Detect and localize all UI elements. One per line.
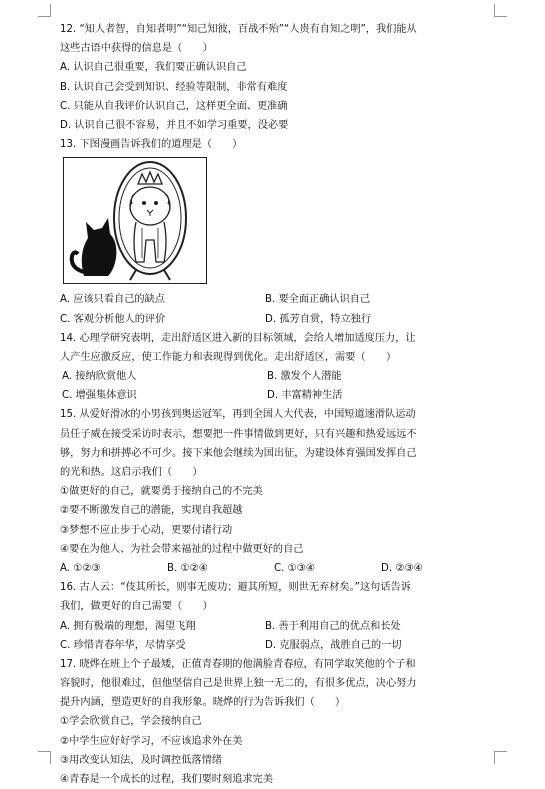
option-row [60,290,490,309]
option-c[interactable]: C. ①③④ [274,562,315,574]
question-stem: 16. 古人云：“伎其所长，则事无废功；避其所短，则世无弃材矣。”这句话告诉 [60,582,411,594]
question-15 [60,405,490,578]
option-c[interactable]: C. 珍惜青春年华，尽情享受 [60,639,186,651]
statement-1: ①做更好的自己，就要勇于接纳自己的不完美 [60,486,263,498]
crop-mark-top-left [38,4,51,17]
statement-4: ④要在为他人、为社会带来福祉的过程中做更好的自己 [60,543,304,555]
option-d[interactable]: D. ②③④ [381,562,423,574]
question-14 [60,329,490,406]
question-13 [60,135,490,329]
option-d[interactable]: D. 认识自己很不容易，并且不如学习重要，没必要 [60,119,289,131]
question-stem: 员任子威在接受采访时表示，想要把一件事情做到更好，只有兴趣和热爱远远不 [60,428,417,440]
statement-3: ③用改变认知法，及时调控低落情绪 [60,754,222,766]
crop-mark-bottom-left [38,751,51,764]
cartoon-cat-mirror-lion-icon [63,157,207,284]
option-a[interactable]: A. 拥有极端的理想，渴望飞翔 [60,620,196,632]
option-c[interactable]: C. 只能从自我评价认识自己，这样更全面、更准确 [60,100,288,112]
statement-1: ①学会欣赏自己，学会接纳自己 [60,716,202,728]
question-stem: 13. 下图漫画告诉我们的道理是（ ） [60,139,243,151]
question-stem: 17. 晓烨在班上个子最矮，正值青春期的他满脸青春痘，有同学取笑他的个子和 [60,658,416,670]
question-stem: 人产生应激反应，使工作能力和表现得到优化。走出舒适区，需要（ ） [60,351,397,363]
option-row [60,386,490,405]
option-row [60,310,490,329]
question-stem: 容貌时，他很难过，但他坚信自己是世界上独一无二的，有很多优点，决心努力 [60,678,417,690]
option-d[interactable]: D. 克服弱点，战胜自己的一切 [265,639,402,651]
crop-mark-bottom-right [494,751,507,764]
option-b[interactable]: B. 认识自己会受到知识、经验等限制，非常有难度 [60,81,288,93]
option-a[interactable]: A. 认识自己很重要，我们要正确认识自己 [60,62,247,74]
option-d[interactable]: D. 孤芳自赏，特立独行 [265,313,372,325]
option-row [60,617,490,636]
option-c[interactable]: C. 客观分析他人的评价 [60,313,166,325]
option-d[interactable]: D. 丰富精神生活 [267,390,343,402]
question-stem: 够，努力和拼搏必不可少。接下来他会继续为国出征，为建设体育强国发挥自己 [60,447,417,459]
question-stem: 12. “知人者智，自知者明”“知己知彼，百战不殆”“人贵有自知之明”，我们能从 [60,24,417,35]
option-a[interactable]: A. ①②③ [60,562,101,574]
question-17 [60,655,490,789]
crop-mark-top-right [494,4,507,17]
question-stem: 的光和热。这启示我们（ ） [60,467,203,478]
exam-page [60,20,490,789]
question-stem: 14. 心理学研究表明，走出舒适区进入新的目标领域，会给人增加适度压力，让 [60,332,416,344]
question-stem: 15. 从爱好滑冰的小男孩到奥运冠军，再到全国人大代表，中国短道速滑队运动 [60,409,416,421]
option-a[interactable]: A. 应该只看自己的缺点 [60,294,165,306]
option-b[interactable]: B. 善于利用自己的优点和长处 [265,620,401,632]
option-row [60,559,490,578]
statement-2: ②要不断激发自己的潜能，实现自我超越 [60,505,243,517]
question-stem: 我们，做更好的自己需要（ ） [60,601,213,613]
option-a[interactable]: A. 接纳欣赏他人 [62,371,137,383]
option-row [60,367,490,386]
option-c[interactable]: C. 增强集体意识 [62,390,137,402]
statement-4: ④青春是一个成长的过程，我们要时刻追求完美 [60,774,273,785]
question-stem: 这些古语中获得的信息是（ ） [60,43,213,55]
option-row [60,636,490,655]
option-b[interactable]: B. ①②④ [167,562,208,574]
statement-3: ③梦想不应止步于心动，更要付诸行动 [60,524,233,536]
option-b[interactable]: B. 激发个人潜能 [267,371,342,383]
question-16 [60,578,490,655]
question-stem: 提升内涵，塑造更好的自我形象。晓烨的行为告诉我们（ ） [60,697,346,709]
statement-2: ②中学生应好好学习，不应该追求外在美 [60,735,243,747]
question-12 [60,20,490,135]
option-b[interactable]: B. 要全面正确认识自己 [265,294,371,306]
